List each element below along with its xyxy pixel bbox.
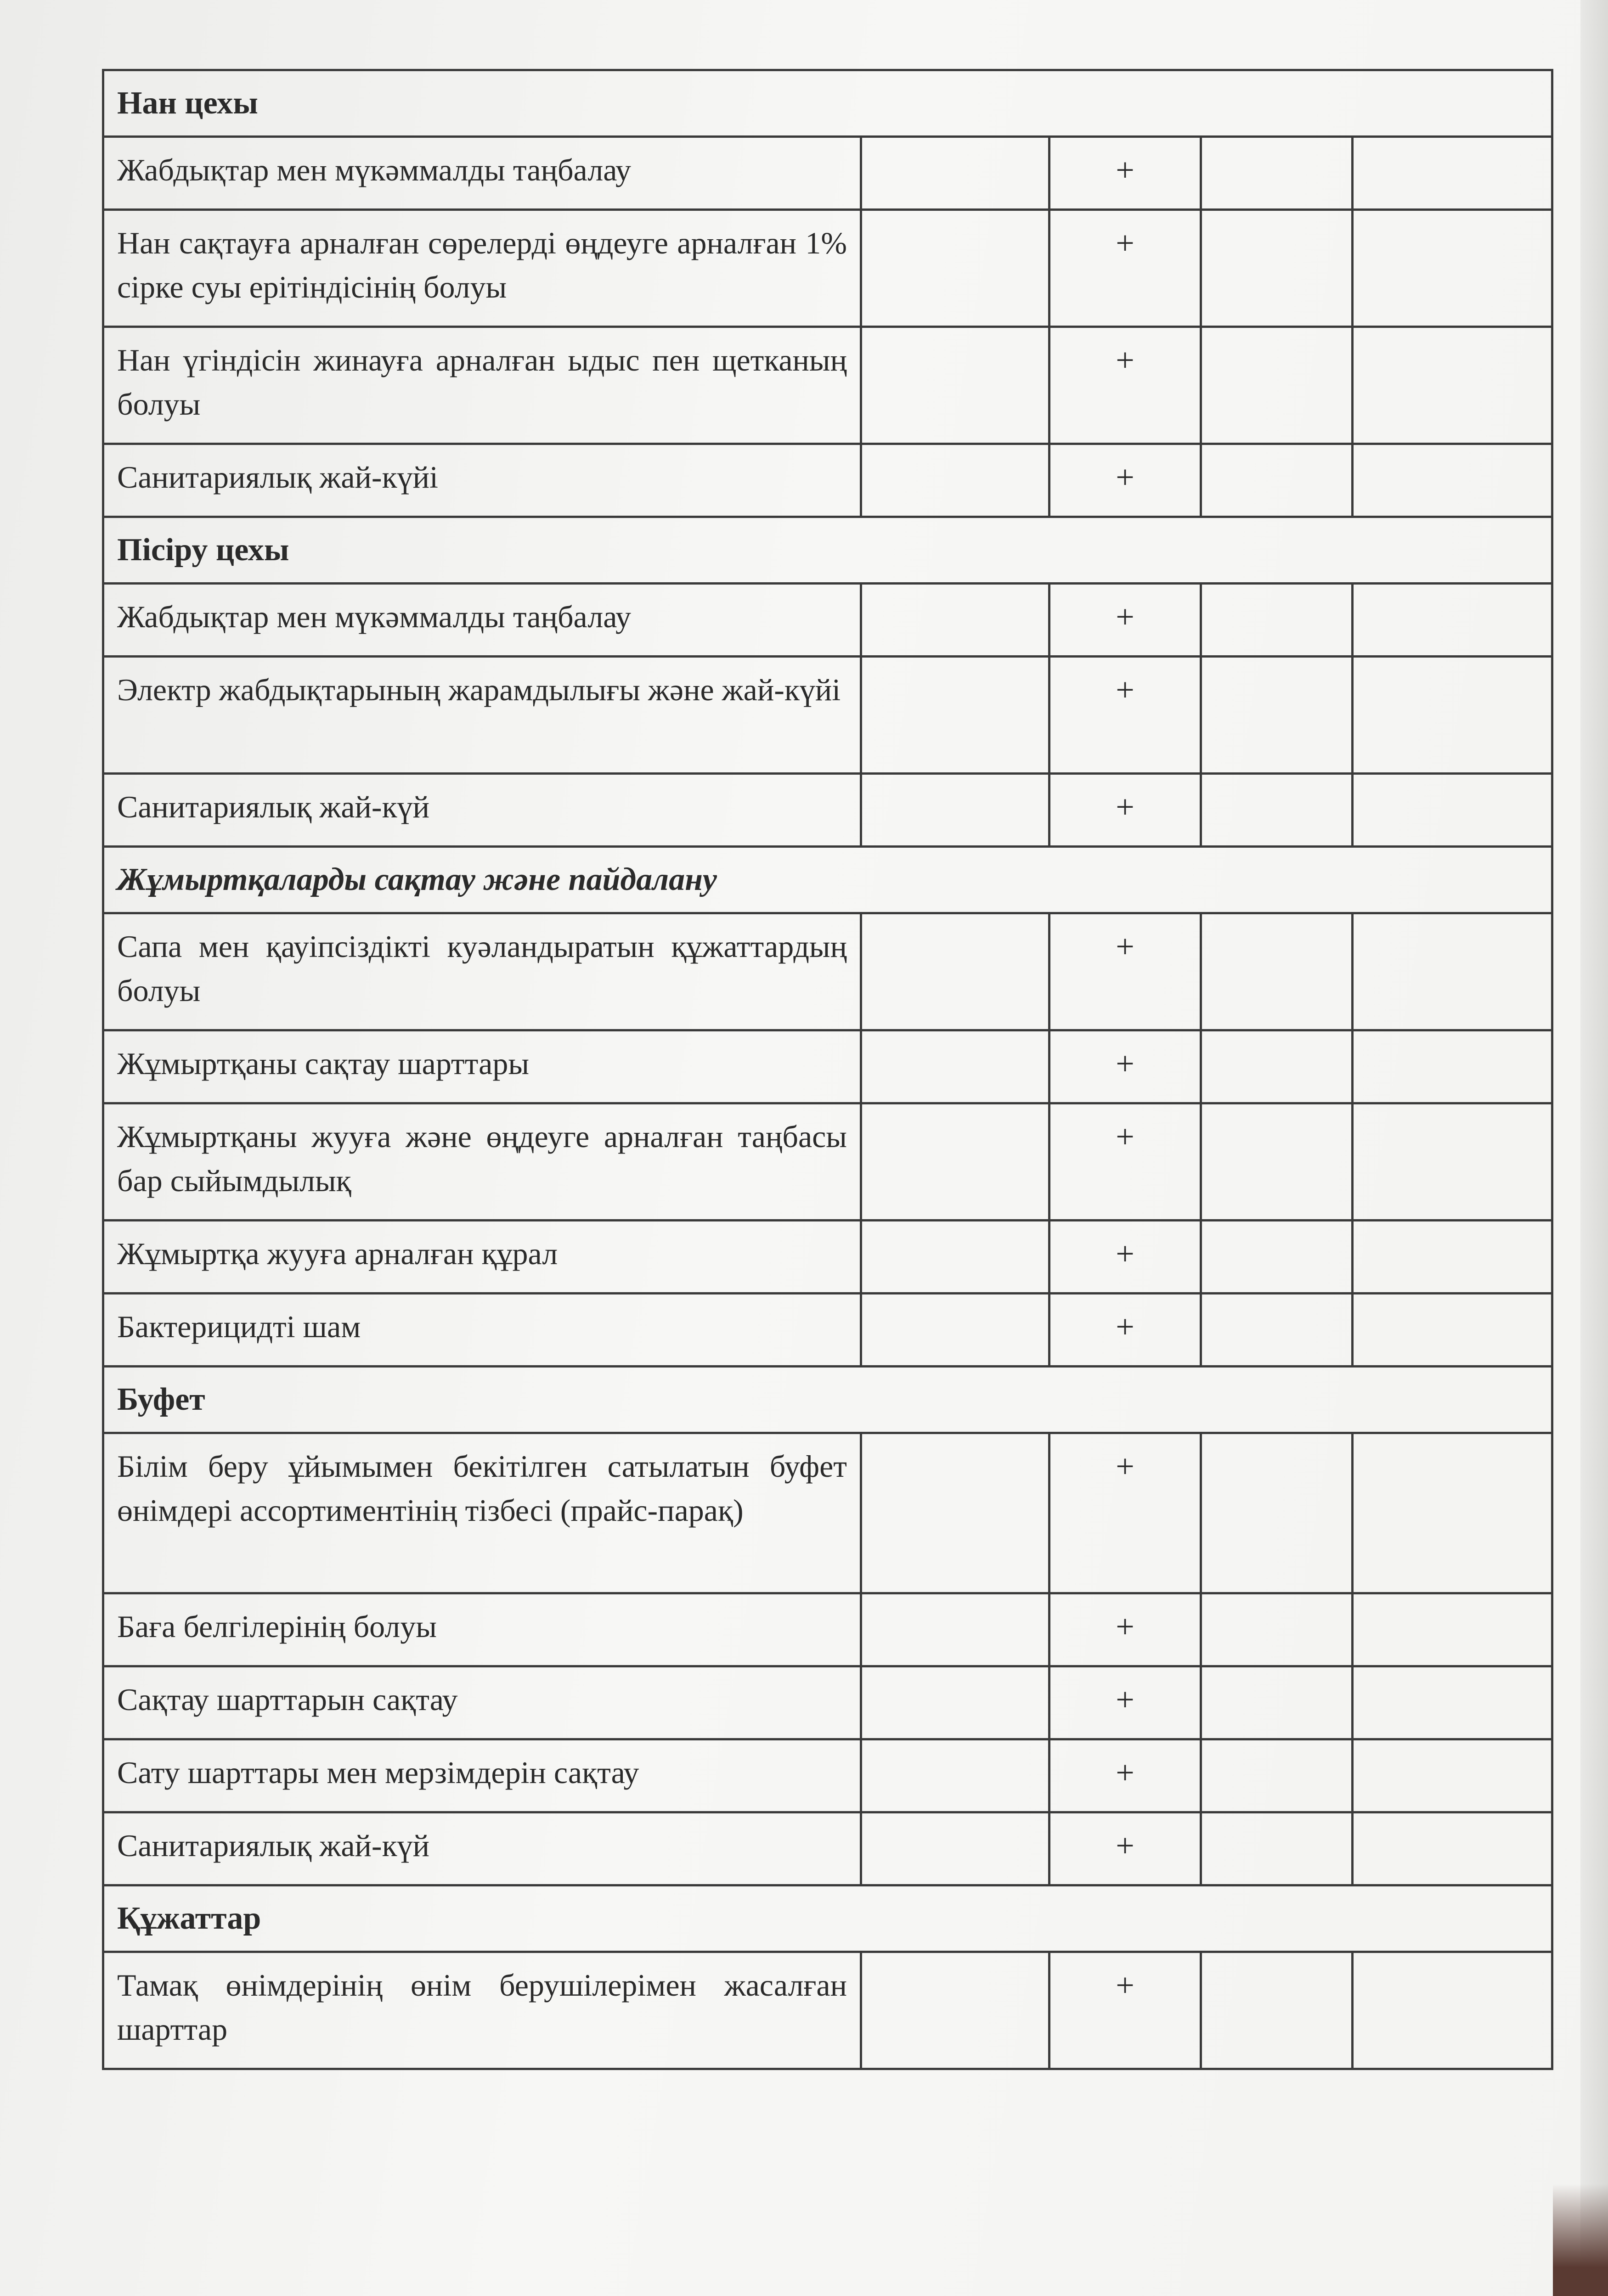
empty-cell [1201,1030,1353,1103]
check-mark: + [1049,913,1201,1030]
check-mark: + [1049,1433,1201,1593]
table-row [103,584,1552,657]
empty-cell [1201,1294,1353,1367]
table-row [103,1593,1552,1666]
empty-cell [1353,1952,1552,2069]
empty-cell [1201,657,1353,774]
requirement-text: Жұмыртқаны жууға және өңдеуге арналған таңбасы бар сыйымдылық [103,1103,861,1221]
section-title: Пісіру цехы [103,517,1552,584]
requirement-text: Жұмыртқа жууға арналған құрал [103,1221,861,1294]
empty-cell [1201,210,1353,327]
requirement-text: Сапа мен қауіпсіздікті куәландыратын құжаттардың болуы [103,913,861,1030]
check-mark: + [1049,1103,1201,1221]
empty-cell [1201,1666,1353,1739]
empty-cell [1353,1812,1552,1885]
requirement-text: Жабдықтар мен мүкәммалды таңбалау [103,584,861,657]
check-mark: + [1049,137,1201,210]
check-mark: + [1049,1812,1201,1885]
section-header [103,517,1552,584]
empty-cell [861,137,1049,210]
empty-cell [861,774,1049,847]
empty-cell [1201,1952,1353,2069]
requirement-text: Нан үгіндісін жинауға арналған ыдыс пен щетканың болуы [103,327,861,444]
table-row [103,210,1552,327]
check-mark: + [1049,774,1201,847]
section-header [103,1367,1552,1433]
table-row [103,913,1552,1030]
empty-cell [861,327,1049,444]
empty-cell [1201,774,1353,847]
table-row [103,137,1552,210]
check-mark: + [1049,1294,1201,1367]
empty-cell [1353,210,1552,327]
empty-cell [1353,584,1552,657]
check-mark: + [1049,327,1201,444]
section-title: Құжаттар [103,1885,1552,1952]
empty-cell [1353,1103,1552,1221]
empty-cell [1353,774,1552,847]
empty-cell [861,1593,1049,1666]
empty-cell [1353,1433,1552,1593]
check-mark: + [1049,1666,1201,1739]
requirement-text: Жабдықтар мен мүкәммалды таңбалау [103,137,861,210]
requirement-text: Баға белгілерінің болуы [103,1593,861,1666]
check-mark: + [1049,1221,1201,1294]
check-mark: + [1049,1593,1201,1666]
page-edge [1580,0,1608,2296]
empty-cell [1353,444,1552,517]
empty-cell [1201,584,1353,657]
check-mark: + [1049,210,1201,327]
table-row [103,1030,1552,1103]
empty-cell [861,1030,1049,1103]
empty-cell [1353,1593,1552,1666]
empty-cell [861,584,1049,657]
section-header [103,70,1552,137]
section-title: Нан цехы [103,70,1552,137]
empty-cell [1353,1221,1552,1294]
empty-cell [1353,137,1552,210]
requirement-text: Санитариялық жай-күй [103,774,861,847]
requirement-text: Нан сақтауға арналған сөрелерді өңдеуге арналған 1% сірке суы ерітіндісінің болуы [103,210,861,327]
requirement-text: Білім беру ұйымымен бекітілген сатылатын буфет өнімдері ассортиментінің тізбесі (прайс-парақ) [103,1433,861,1593]
background-corner [1553,2184,1608,2296]
table-row [103,1739,1552,1812]
section-header [103,1885,1552,1952]
empty-cell [1201,1433,1353,1593]
table-row [103,1294,1552,1367]
empty-cell [861,1294,1049,1367]
empty-cell [1201,137,1353,210]
check-mark: + [1049,584,1201,657]
empty-cell [861,210,1049,327]
empty-cell [1201,913,1353,1030]
empty-cell [861,1666,1049,1739]
empty-cell [1201,444,1353,517]
empty-cell [1353,1666,1552,1739]
empty-cell [1353,657,1552,774]
section-header [103,847,1552,913]
table-row [103,1952,1552,2069]
empty-cell [1201,327,1353,444]
empty-cell [861,913,1049,1030]
empty-cell [861,1812,1049,1885]
requirement-text: Электр жабдықтарының жарамдылығы және жай-күйі [103,657,861,774]
table-row [103,327,1552,444]
empty-cell [861,1221,1049,1294]
empty-cell [1201,1221,1353,1294]
empty-cell [861,1952,1049,2069]
requirement-text: Санитариялық жай-күй [103,1812,861,1885]
empty-cell [861,1103,1049,1221]
empty-cell [1353,1030,1552,1103]
requirement-text: Жұмыртқаны сақтау шарттары [103,1030,861,1103]
empty-cell [1201,1103,1353,1221]
check-mark: + [1049,657,1201,774]
check-mark: + [1049,1030,1201,1103]
requirement-text: Сату шарттары мен мерзімдерін сақтау [103,1739,861,1812]
table-row [103,1433,1552,1593]
empty-cell [1201,1739,1353,1812]
table-row [103,1666,1552,1739]
check-mark: + [1049,1739,1201,1812]
section-title: Буфет [103,1367,1552,1433]
requirement-text: Тамақ өнімдерінің өнім берушілерімен жасалған шарттар [103,1952,861,2069]
requirement-text: Сақтау шарттарын сақтау [103,1666,861,1739]
requirement-text: Бактерицидті шам [103,1294,861,1367]
table-row [103,1103,1552,1221]
section-title: Жұмыртқаларды сақтау және пайдалану [103,847,1552,913]
inspection-checklist-table [102,69,1553,2070]
empty-cell [1201,1593,1353,1666]
empty-cell [1353,1294,1552,1367]
empty-cell [1353,327,1552,444]
requirement-text: Санитариялық жай-күйі [103,444,861,517]
empty-cell [1353,913,1552,1030]
table-row [103,657,1552,774]
empty-cell [861,657,1049,774]
empty-cell [861,1433,1049,1593]
table-row [103,444,1552,517]
empty-cell [1353,1739,1552,1812]
empty-cell [861,444,1049,517]
check-mark: + [1049,444,1201,517]
table-row [103,1221,1552,1294]
check-mark: + [1049,1952,1201,2069]
table-row [103,774,1552,847]
empty-cell [1201,1812,1353,1885]
empty-cell [861,1739,1049,1812]
table-row [103,1812,1552,1885]
